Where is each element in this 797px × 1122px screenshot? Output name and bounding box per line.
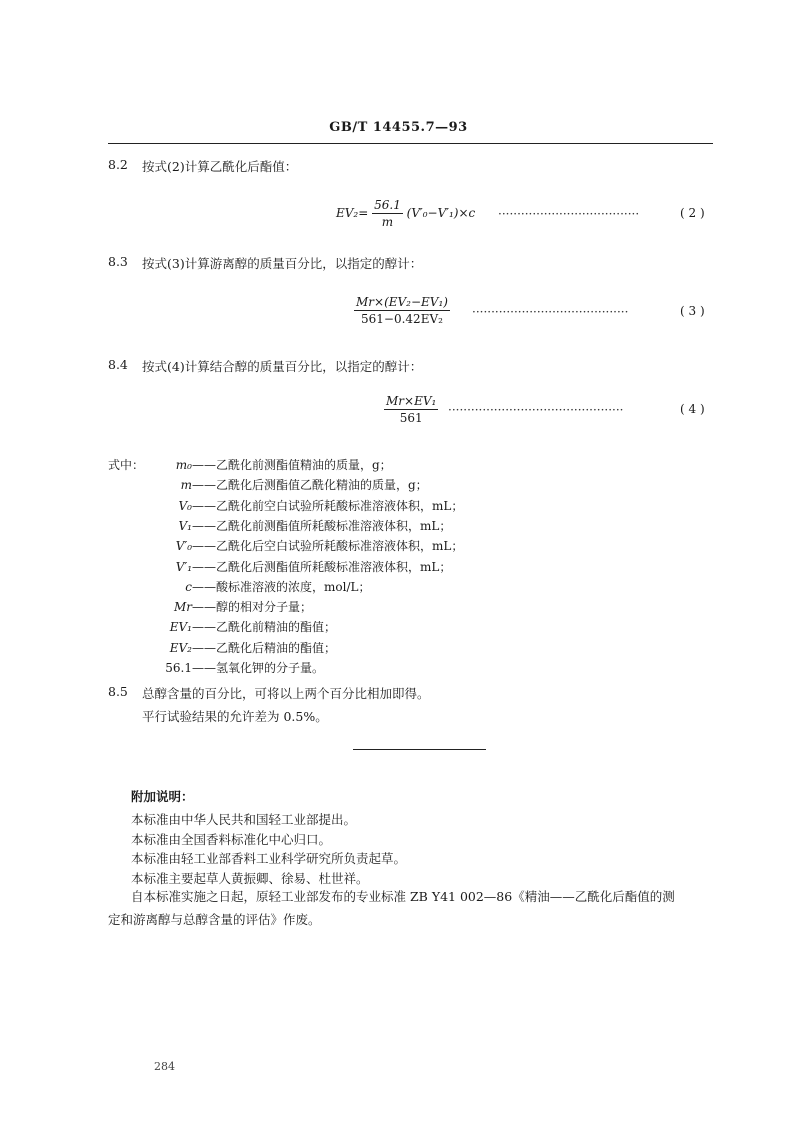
formula-2 — [336, 198, 475, 229]
formula-4 — [384, 394, 438, 425]
definition-symbol: V₁ — [178, 518, 192, 533]
equation-number-3: ( 3 ) — [680, 304, 705, 318]
definition-row — [108, 578, 370, 595]
definition-symbol: Mr — [173, 600, 192, 615]
note-line: 本标准主要起草人黄振卿、徐易、杜世祥。 — [131, 870, 369, 886]
definition-row — [108, 537, 463, 554]
note-last-line-1: 自本标准实施之日起，原轻工业部发布的专业标准 ZB Y41 002—86《精油——乙酰化后酯值的测 — [131, 889, 675, 904]
definition-symbol: V₀ — [178, 498, 192, 513]
note-line: 本标准由轻工业部香料工业科学研究所负责起草。 — [131, 851, 407, 866]
formula-2-lhs: EV₂= — [336, 206, 369, 220]
definition-row — [108, 659, 324, 676]
definition-description: ——乙酰化后测酯值乙酰化精油的质量，g； — [192, 478, 428, 493]
definition-row — [108, 618, 336, 635]
section-text-8-4: 按式(4)计算结合醇的质量百分比，以指定的醇计： — [142, 359, 423, 374]
formula-2-rhs: (V′₀−V′₁)×c — [406, 206, 476, 220]
definition-row — [108, 598, 312, 615]
note-line: 本标准由全国香料标准化中心归口。 — [131, 831, 332, 847]
definition-symbol: 56.1 — [165, 661, 192, 675]
formula-2-fraction — [372, 198, 403, 229]
definition-description: ——乙酰化前精油的酯值； — [192, 620, 337, 635]
section-text-8-3: 按式(3)计算游离醇的质量百分比，以指定的醇计： — [142, 256, 423, 271]
section-text-8-2: 按式(2)计算乙酰化后酯值： — [142, 159, 298, 174]
definition-description: ——乙酰化前测酯值所耗酸标准溶液体积，mL； — [192, 518, 452, 533]
end-rule — [353, 749, 486, 750]
definition-description: ——乙酰化后空白试验所耗酸标准溶液体积，mL； — [192, 539, 464, 554]
formula-2-numerator: 56.1 — [374, 198, 401, 212]
definition-symbol: EV₁ — [169, 620, 192, 635]
definition-symbol: V′₁ — [175, 559, 192, 574]
section-text-8-5: 总醇含量的百分比，可将以上两个百分比相加即得。 — [142, 686, 430, 701]
definition-description: ——乙酰化后精油的酯值； — [192, 640, 337, 655]
formula-2-denominator: m — [381, 215, 394, 229]
formula-4-fraction — [384, 394, 438, 425]
section-number-8-3: 8.3 — [108, 254, 128, 269]
standard-code-header: GB/T 14455.7—93 — [329, 120, 468, 135]
definition-row — [108, 476, 428, 493]
section-number-8-2: 8.2 — [108, 157, 128, 172]
page-number: 284 — [154, 1060, 175, 1073]
section-number-8-5: 8.5 — [108, 684, 128, 699]
definition-row — [108, 558, 451, 575]
note-last-line-2: 定和游离醇与总醇含量的评估》作废。 — [108, 912, 321, 927]
equation-number-4: ( 4 ) — [680, 402, 705, 416]
definition-row — [108, 456, 392, 473]
formula-3-fraction — [354, 295, 450, 326]
formula-4-numerator: Mr×EV₁ — [386, 394, 437, 408]
definition-description: ——乙酰化前测酯值精油的质量，g； — [192, 458, 392, 472]
definition-row — [108, 639, 336, 656]
definition-symbol: V′₀ — [175, 539, 192, 554]
definition-symbol: m₀ — [175, 458, 192, 472]
definition-symbol: EV₂ — [169, 640, 192, 655]
formula-3-numerator: Mr×(EV₂−EV₁) — [356, 295, 448, 309]
definition-row — [108, 497, 463, 514]
formula-3-denominator: 561−0.42EV₂ — [361, 312, 443, 326]
formula-4-leader: ·············································· — [448, 403, 624, 417]
definition-description: ——氢氧化钾的分子量。 — [192, 661, 325, 675]
equation-number-2: ( 2 ) — [680, 206, 705, 220]
definition-row — [108, 517, 451, 534]
note-line: 本标准由中华人民共和国轻工业部提出。 — [131, 812, 357, 827]
definition-description: ——乙酰化前空白试验所耗酸标准溶液体积，mL； — [192, 498, 464, 513]
definition-symbol: m — [180, 478, 192, 493]
formula-3-leader: ········································· — [472, 305, 629, 319]
definition-description: ——酸标准溶液的浓度，mol/L； — [192, 579, 371, 594]
header-rule — [108, 143, 713, 144]
section-number-8-4: 8.4 — [108, 357, 128, 372]
formula-4-denominator: 561 — [399, 411, 423, 425]
definition-description: ——乙酰化后测酯值所耗酸标准溶液体积，mL； — [192, 559, 452, 574]
tolerance-text: 平行试验结果的允许差为 0.5%。 — [142, 709, 328, 724]
additional-notes-title: 附加说明： — [131, 789, 194, 804]
definition-symbol: c — [185, 579, 192, 594]
definitions-prefix: 式中： — [108, 458, 145, 472]
formula-3 — [354, 295, 450, 326]
formula-2-leader: ····································· — [498, 207, 640, 221]
definition-description: ——醇的相对分子量； — [192, 600, 313, 615]
